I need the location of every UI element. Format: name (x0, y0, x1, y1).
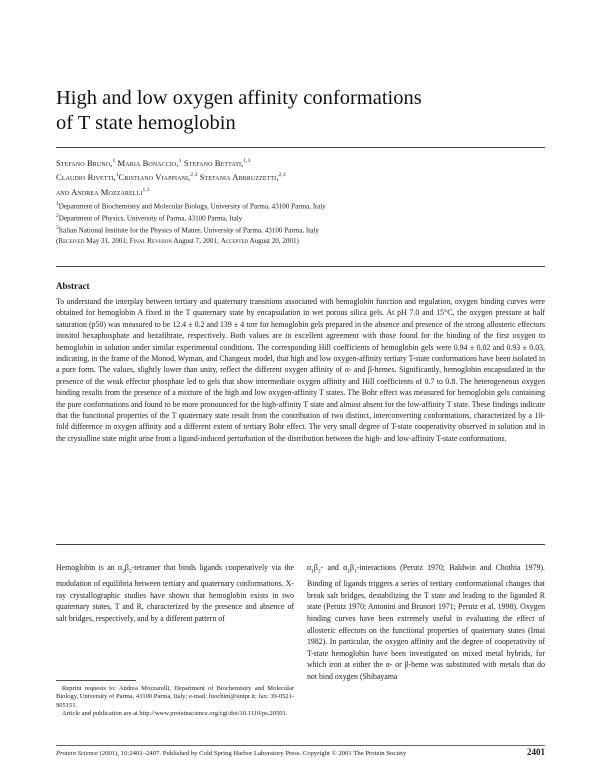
author-sup: 1,3 (142, 186, 150, 193)
affiliation-sup: 2 (56, 212, 59, 219)
title-rule (56, 147, 545, 148)
body-text: β (313, 563, 318, 572)
subscript: 2 (128, 568, 132, 575)
affiliation-2 (56, 212, 545, 224)
body-text: - and α (320, 563, 348, 572)
body-text: β (349, 563, 354, 572)
footer-citation: (2001), 10:2401–2407. Published by Cold Spring Harbor Laboratory Press. Copyright © 2001 The Protein Society (97, 750, 407, 757)
author-sup: 1,3 (243, 158, 251, 164)
author-sup: 1 (112, 158, 116, 164)
subscript: 1 (311, 568, 314, 575)
author: Claudio Rivetti, (56, 172, 116, 183)
accepted-date: August 20, 2001) (248, 237, 299, 245)
author: Stefania Abbruzzetti, (199, 172, 279, 183)
body-text: α (307, 563, 312, 572)
subscript: 2 (317, 568, 321, 575)
paper-title (56, 86, 536, 136)
author-and: and (56, 186, 72, 197)
body-text: -tetramer that binds ligands cooperatively via the modulation of equilibria between tertiary and quaternary conformations. X-ray crystallographic studies have shown that hemoglobin exists in two quaternary states, T and R, characterized by the presence and absence of salt bridges, respectively, and by a different pattern of (56, 563, 294, 623)
footnote-reprint: Reprint requests to: Andrea Mozzarelli, Department of Biochemistry and Molecular Biology, University of Parma, 43100 Parma, Italy; e-mail: biochim@unipr.it; fax: 39-0521-905151. (56, 685, 294, 709)
footer-journal: Protein Science (56, 750, 98, 757)
affiliation-3 (56, 224, 545, 236)
received-label: Received (58, 237, 85, 245)
footnote-rule (56, 680, 136, 681)
body-column-left (56, 562, 294, 625)
abstract-text: To understand the interplay between tertiary and quaternary transitions associated with hemoglobin function and regulation, oxygen binding curves were obtained for hemoglobin A fixed in the T quaternary state by encapsulation in wet porous silica gels. At pH 7.0 and 15°C, the oxygen pressure at half saturation (p50) was measured to be 12.4 ± 0.2 and 139 ± 4 torr for hemoglobin gels prepared in the absence and presence of the strong allosteric effectors inositol hexaphosphate and bezafibrate, respectively. Both values are in excellent agreement with those found for the binding of the first oxygen to hemoglobin in solution under similar experimental conditions. The corresponding Hill coefficients of hemoglobin gels were 0.94 ± 0.02 and 0.93 ± 0.03, indicating, in the frame of the Monod, Wyman, and Changeux model, that high and low oxygen-affinity tertiary T-state conformations have been isolated in a pure form. The values, slightly lower than unity, reflect the different oxygen affinity of α- and β-hemes. Significantly, hemoglobin encapsulated in the presence of the weak effector phosphate led to gels that show intermediate oxygen affinity and Hill coefficients of 0.7 to 0.8. The heterogeneous oxygen binding results from the presence of a mixture of the high and low oxygen-affinity T states. The Bohr effect was measured for hemoglobin gels containing the pure conformations and found to be more pronounced for the high-affinity T state and almost absent for the low-affinity T state. These findings indicate that the functional properties of the T quaternary state result from the contribution of two distinct, interconverting conformations, characterized by a 10-fold difference in oxygen affinity and a different extent of tertiary Bohr effect. The very small degree of T-state cooperativity observed in solution and in the crystalline state might arise from a ligand-induced perturbation of the distribution between the high- and low-affinity T-state conformations. (56, 297, 545, 443)
author: Maria Bonaccio, (117, 157, 179, 168)
affiliation-text: Department of Biochemistry and Molecular Biology, University of Parma, 43100 Parma, Italy (58, 202, 326, 211)
final-revision-label: Final Revision (129, 237, 173, 245)
subscript: 2 (122, 568, 125, 575)
author-list (56, 155, 545, 198)
author: Stefano Bruno, (56, 157, 113, 168)
body-text: -interactions (Perutz 1970; Baldwin and Chothia 1979). Binding of ligands triggers a series of tertiary conformational changes that break salt bridges, destabilizing the T state and leading to the liganded R state (Perutz 1970; Antonini and Brunori 1971; Perutz et al. 1998). Oxygen binding curves have been extremely useful in evaluating the effect of allosteric effectors on the functional properties of quaternary states (Imai 1982). In particular, the oxygen affinity and the degree of cooperativity of T-state hemoglobin have been investigated on mixed metal hybrids, for which iron at either the α- or β-heme was substituted with metals that do not bind oxygen (Shibayama (307, 563, 545, 681)
subscript: 1 (347, 568, 350, 575)
author-sup: 2,3 (278, 172, 286, 179)
page-footer (56, 749, 496, 758)
abstract-top-rule (56, 266, 545, 267)
affiliations (56, 200, 545, 236)
submission-dates: (Received May 31, 2001; Final Revision August 7, 2001; Accepted August 20, 2001) (56, 237, 299, 245)
abstract-heading: Abstract (56, 281, 90, 291)
body-text: β (124, 563, 129, 572)
footnote-article: Article and publication are at http://www.proteinscience.org/cgi/doi/10.1110/ps.20501. (62, 710, 288, 718)
affiliation-1 (56, 200, 545, 212)
author-sup: 1 (115, 172, 119, 179)
author: Stefano Bettati, (183, 157, 244, 168)
subscript: 1 (353, 568, 357, 575)
author-sup: 2,3 (190, 172, 198, 179)
footer-rule (56, 745, 545, 746)
author: Cristiano Viappiani, (118, 172, 191, 183)
body-column-right (307, 562, 545, 683)
title-line-1: High and low oxygen affinity conformations (56, 87, 422, 109)
received-date: May 31, 2001; (84, 237, 130, 245)
footnote (56, 685, 294, 719)
affiliation-text: Italian National Institute for the Physics of Matter, University of Parma, 43100 Parma, Italy (58, 226, 319, 235)
affiliation-sup: 1 (56, 201, 59, 207)
page-number: 2401 (527, 747, 545, 757)
accepted-label: Accepted (220, 237, 249, 245)
abstract-bottom-rule (56, 544, 545, 545)
author-sup: 1 (178, 158, 182, 164)
affiliation-text: Department of Physics, University of Parma, 43100 Parma, Italy (58, 214, 243, 223)
body-text: Hemoglobin is an α (56, 563, 123, 572)
title-line-2: of T state hemoglobin (56, 112, 236, 134)
author: Andrea Mozzarelli (71, 186, 143, 197)
affiliation-sup: 3 (56, 224, 59, 231)
final-revision-date: August 7, 2001; (172, 237, 221, 245)
